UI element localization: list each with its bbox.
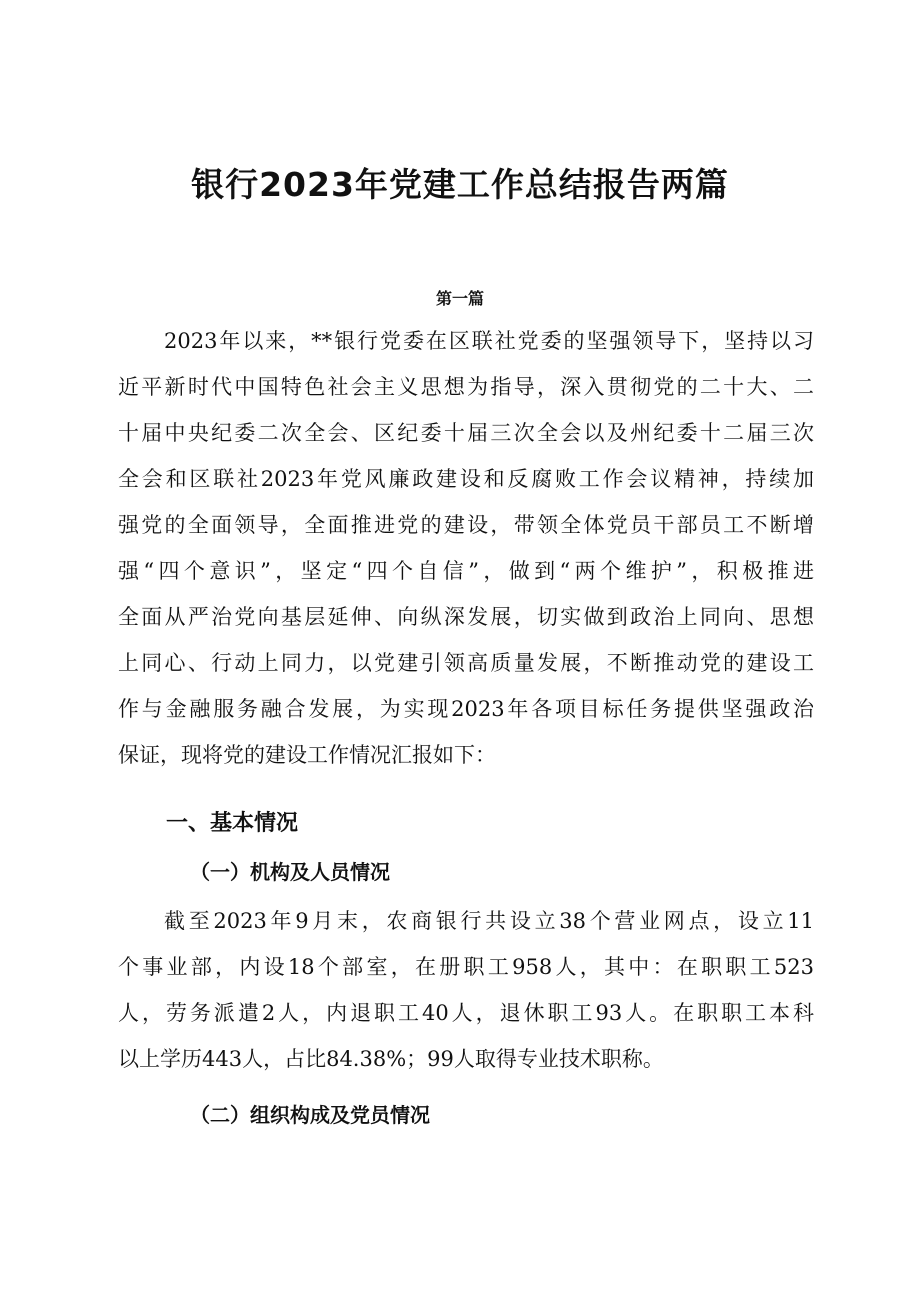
paragraph-line: 个事业部，内设18个部室，在册职工958人，其中：在职职工523 (118, 955, 814, 979)
paragraph-line: 全面从严治党向基层延伸、向纵深发展，切实做到政治上同向、思想 (118, 605, 814, 629)
paragraph-line: 强党的全面领导，全面推进党的建设，带领全体党员干部员工不断增 (118, 513, 814, 537)
paragraph-line: 保证，现将党的建设工作情况汇报如下： (118, 743, 496, 767)
paragraph-line: 全会和区联社2023年党风廉政建设和反腐败工作会议精神，持续加 (118, 467, 814, 491)
paragraph-line: 上同心、行动上同力，以党建引领高质量发展，不断推动党的建设工 (118, 651, 814, 675)
paragraph-line: 人，劳务派遣2人，内退职工40人，退休职工93人。在职职工本科 (118, 1001, 814, 1025)
subsection-heading-institutions: （一）机构及人员情况 (190, 860, 390, 884)
paragraph-line: 强“四个意识”，坚定“四个自信”，做到“两个维护”，积极推进 (118, 559, 814, 583)
document-subtitle: 第一篇 (435, 289, 484, 308)
paragraph-line: 近平新时代中国特色社会主义思想为指导，深入贯彻党的二十大、二 (118, 375, 814, 399)
paragraph-line: 作与金融服务融合发展，为实现2023年各项目标任务提供坚强政治 (118, 697, 814, 721)
subsection-heading-organization: （二）组织构成及党员情况 (190, 1103, 430, 1127)
paragraph-line: 截至2023年9月末，农商银行共设立38个营业网点，设立11 (164, 909, 814, 933)
section-heading-basic-info: 一、基本情况 (166, 811, 299, 836)
paragraph-line: 2023年以来，**银行党委在区联社党委的坚强领导下，坚持以习 (164, 329, 814, 353)
paragraph-line: 十届中央纪委二次全会、区纪委十届三次全会以及州纪委十二届三次 (118, 421, 814, 445)
intro-paragraph (118, 318, 814, 778)
document-title: 银行2023年党建工作总结报告两篇 (191, 165, 729, 204)
paragraph-line: 以上学历443人，占比84.38%；99人取得专业技术职称。 (118, 1047, 664, 1071)
institutions-paragraph (118, 898, 814, 1082)
